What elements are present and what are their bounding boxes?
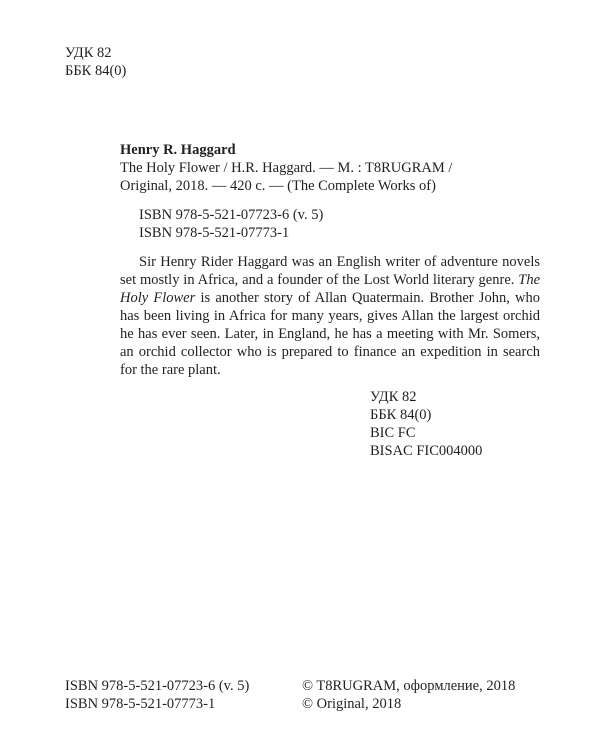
annotation-text — [120, 253, 540, 379]
biblio-line-1: The Holy Flower / H.R. Haggard. — M. : T8RUGRAM / — [120, 160, 453, 176]
author-name: Henry R. Haggard — [120, 142, 236, 158]
classification-codes — [370, 388, 482, 460]
bic-code: BIC FC — [370, 425, 416, 441]
annotation — [120, 253, 540, 379]
udk-code-right: УДК 82 — [370, 389, 417, 405]
copyright-publisher: © T8RUGRAM, оформление, 2018 — [302, 678, 516, 694]
bbk-code: ББК 84(0) — [65, 63, 127, 79]
isbn-block — [139, 206, 323, 242]
isbn-set: ISBN 978-5-521-07773-1 — [139, 225, 290, 241]
footer-copyright — [302, 677, 515, 713]
annotation-part-1: Sir Henry Rider Haggard was an English writer of adventure novels set mostly in Africa, and a founder of the Lost World literary genre. — [120, 254, 540, 288]
udk-code: УДК 82 — [65, 45, 112, 61]
isbn-volume: ISBN 978-5-521-07723-6 (v. 5) — [139, 207, 324, 223]
annotation-book-title: The Holy Flower — [120, 272, 540, 306]
footer-isbn-volume: ISBN 978-5-521-07723-6 (v. 5) — [65, 678, 250, 694]
bibliographic-record — [120, 141, 540, 195]
copyright-original: © Original, 2018 — [302, 696, 402, 712]
footer-isbn — [65, 677, 249, 713]
annotation-part-2: is another story of Allan Quatermain. Brother John, who has been living in Africa for many years, gives Allan the largest orchid he has ever seen. Later, in England, he has a meeting with Mr. Somers, an orchid collector who is prepared to finance an expedition in search for the rare plant. — [120, 290, 540, 378]
top-classification-codes — [65, 44, 126, 80]
biblio-line-2: Original, 2018. — 420 c. — (The Complete Works of) — [120, 178, 436, 194]
bisac-code: BISAC FIC004000 — [370, 443, 483, 459]
footer-isbn-set: ISBN 978-5-521-07773-1 — [65, 696, 216, 712]
bbk-code-right: ББК 84(0) — [370, 407, 432, 423]
